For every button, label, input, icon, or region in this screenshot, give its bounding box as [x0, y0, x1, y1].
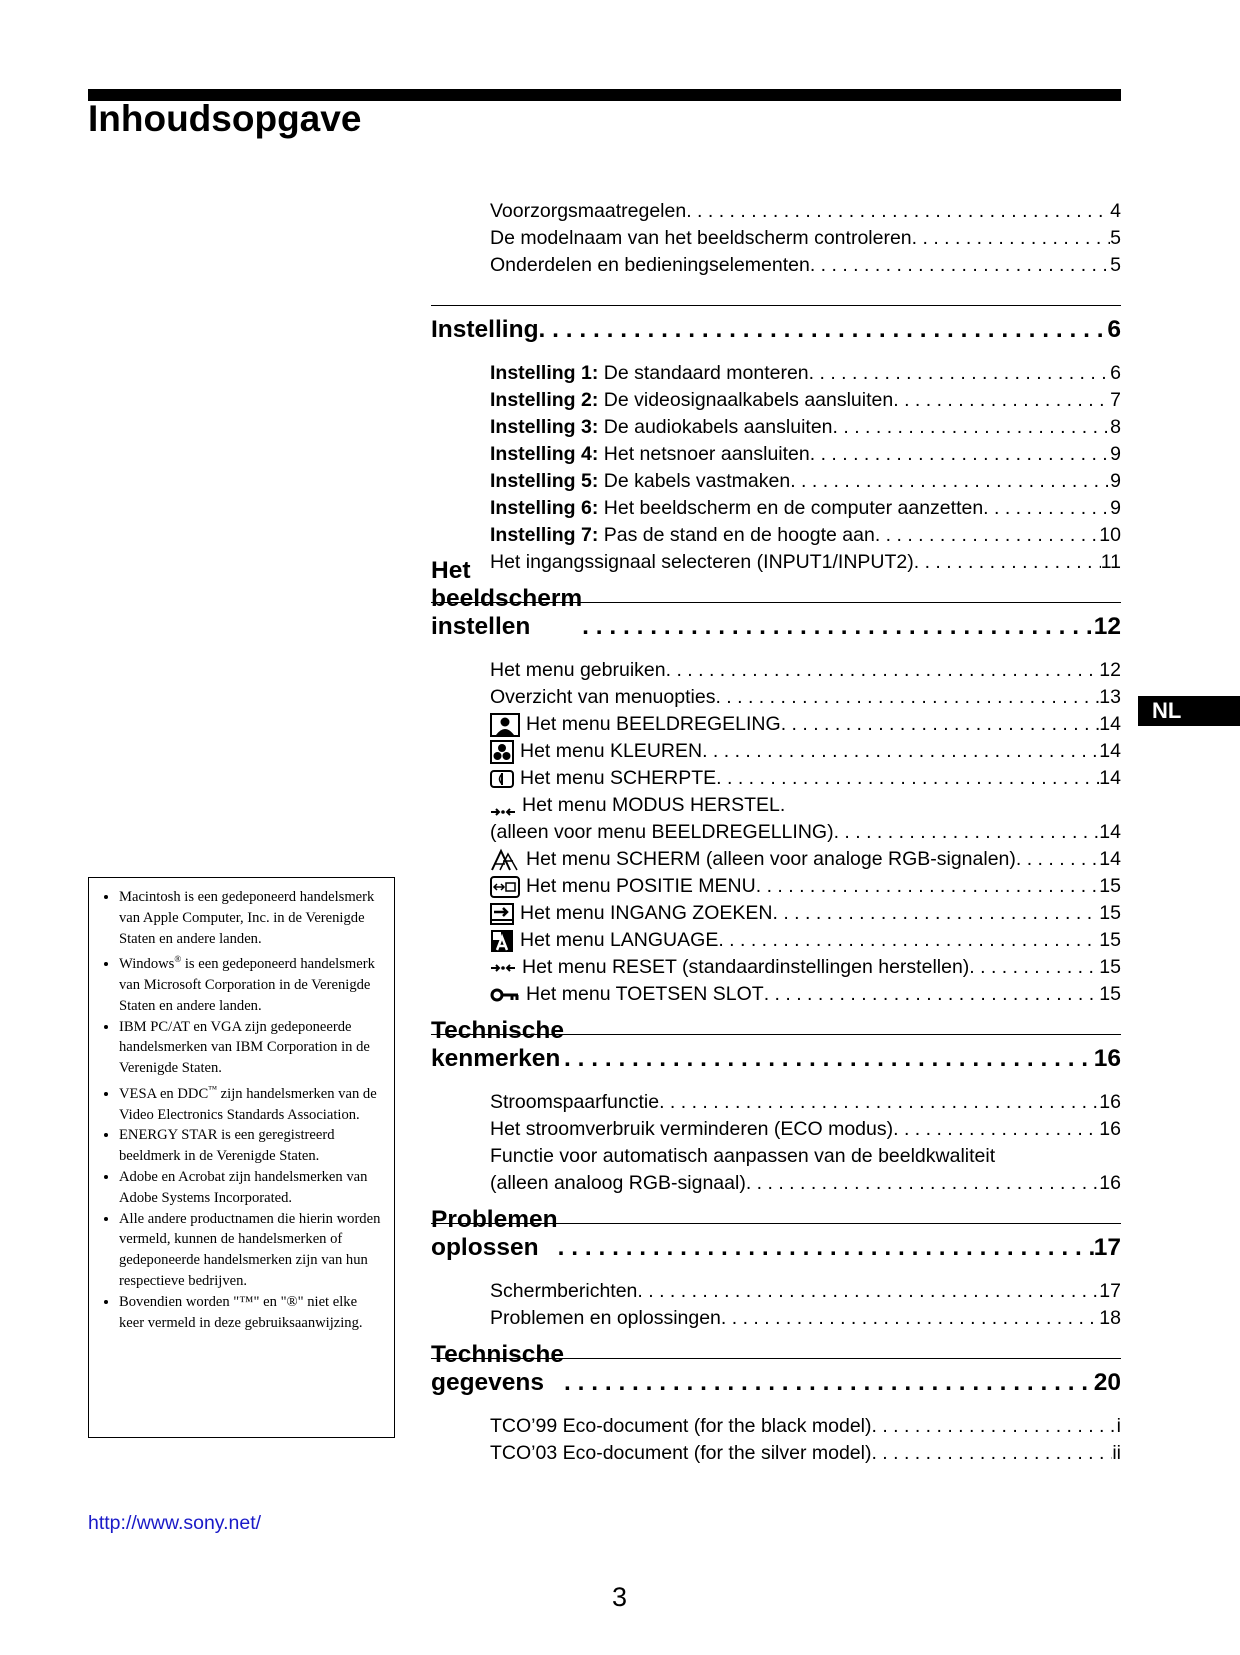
- sony-website-link[interactable]: http://www.sony.net/: [88, 1512, 262, 1534]
- toc-entry[interactable]: Schermberichten . . . 17: [490, 1278, 1121, 1305]
- page-number: 3: [612, 1582, 628, 1612]
- toc-entry[interactable]: Het stroomverbruik verminderen (ECO modus) . . . 16: [490, 1116, 1121, 1143]
- reset-arrows-icon: [490, 961, 516, 975]
- section-technische-gegevens: [431, 1341, 1121, 1467]
- note-item: • IBM PC/AT en VGA zijn gedeponeerde handelsmerken van IBM Corporation in de Verenigde Staten.: [119, 1017, 382, 1079]
- key-icon: [490, 987, 520, 1003]
- toc-entry[interactable]: Overzicht van menuopties . . . 13: [490, 684, 1121, 711]
- toc-entry[interactable]: Het menu INGANG ZOEKEN . . . 15: [490, 900, 1121, 927]
- toc-entry[interactable]: Instelling 7: Pas de stand en de hoogte aan . . . 10: [490, 522, 1121, 549]
- toc-entry[interactable]: (alleen voor menu BEELDREGELLING) . . . 14: [490, 819, 1121, 846]
- toc-entry[interactable]: Het menu RESET (standaardinstellingen herstellen) . . . 15: [490, 954, 1121, 981]
- section-technische-kenmerken: [431, 1017, 1121, 1197]
- note-item: • Adobe en Acrobat zijn handelsmerken van Adobe Systems Incorporated.: [119, 1167, 382, 1209]
- toc-entry[interactable]: (alleen analoog RGB-signaal) . . . 16: [490, 1170, 1121, 1197]
- note-item: • Windows® is een gedeponeerd handelsmerk van Microsoft Corporation in de Verenigde Staten en andere landen.: [119, 949, 382, 1016]
- table-of-contents: [431, 198, 1121, 1467]
- page-title: Inhoudsopgave: [88, 98, 362, 139]
- toc-entry[interactable]: Functie voor automatisch aanpassen van de beeldkwaliteit: [490, 1145, 996, 1167]
- toc-entry[interactable]: Het ingangssignaal selecteren (INPUT1/INPUT2) . . . 11: [490, 549, 1121, 576]
- toc-entry[interactable]: Instelling 3: De audiokabels aansluiten . . . 8: [490, 414, 1121, 441]
- reset-arrows-icon: [490, 805, 516, 819]
- trademark-notes: [88, 877, 395, 1438]
- toc-entry[interactable]: Het menu POSITIE MENU . . . 15: [490, 873, 1121, 900]
- toc-entry[interactable]: Het menu LANGUAGE . . . 15: [490, 927, 1121, 954]
- toc-entry[interactable]: Instelling 2: De videosignaalkabels aansluiten . . . 7: [490, 387, 1121, 414]
- note-item: • VESA en DDC™ zijn handelsmerken van de Video Electronics Standards Association.: [119, 1079, 382, 1125]
- toc-entry[interactable]: Het menu gebruiken . . . 12: [490, 657, 1121, 684]
- toc-entry[interactable]: Voorzorgsmaatregelen . . . 4: [490, 198, 1121, 225]
- input-arrow-icon: [490, 903, 514, 925]
- toc-entry[interactable]: TCO’03 Eco-document (for the silver model) . . . ii: [490, 1440, 1121, 1467]
- toc-entry[interactable]: Instelling 1: De standaard monteren . . . 6: [490, 360, 1121, 387]
- screen-adjust-icon: [490, 848, 520, 872]
- toc-entry[interactable]: Problemen en oplossingen . . . 18: [490, 1305, 1121, 1332]
- toc-entry[interactable]: Het menu SCHERPTE . . . 14: [490, 765, 1121, 792]
- toc-entry[interactable]: Het menu SCHERM (alleen voor analoge RGB-signalen) . . . 14: [490, 846, 1121, 873]
- intro-list: [490, 198, 1121, 279]
- toc-entry[interactable]: Het menu MODUS HERSTEL.: [490, 792, 1121, 819]
- language-icon: [490, 929, 514, 953]
- section-heading[interactable]: Technische kenmerken . . . 16: [431, 1034, 1121, 1073]
- section-heading[interactable]: Technische gegevens . . . 20: [431, 1358, 1121, 1397]
- toc-entry[interactable]: Het menu TOETSEN SLOT . . . 15: [490, 981, 1121, 1008]
- sharpness-icon: [490, 769, 514, 789]
- language-tab: NL: [1138, 696, 1240, 726]
- section-heading[interactable]: Het beeldscherm instellen . . . 12: [431, 602, 1121, 641]
- menu-position-icon: [490, 876, 520, 898]
- section-heading[interactable]: Instelling . . . 6: [431, 305, 1121, 344]
- toc-entry[interactable]: Instelling 5: De kabels vastmaken . . . 9: [490, 468, 1121, 495]
- note-item: • Macintosh is een gedeponeerd handelsmerk van Apple Computer, Inc. in de Verenigde Staten en andere landen.: [119, 887, 382, 949]
- section-instelling: [431, 305, 1121, 576]
- toc-entry[interactable]: De modelnaam van het beeldscherm controleren . . . 5: [490, 225, 1121, 252]
- section-heading[interactable]: Problemen oplossen . . . 17: [431, 1223, 1121, 1262]
- note-item: • Bovendien worden "™" en "®" niet elke keer vermeld in deze gebruiksaanwijzing.: [119, 1292, 382, 1334]
- color-circles-icon: [490, 740, 514, 764]
- toc-entry[interactable]: Stroomspaarfunctie . . . 16: [490, 1089, 1121, 1116]
- toc-entry[interactable]: Onderdelen en bedieningselementen . . . 5: [490, 252, 1121, 279]
- section-problemen-oplossen: [431, 1206, 1121, 1332]
- person-picture-icon: [490, 713, 520, 737]
- toc-entry[interactable]: TCO’99 Eco-document (for the black model) . . . i: [490, 1413, 1121, 1440]
- toc-entry[interactable]: Instelling 6: Het beeldscherm en de computer aanzetten . . . 9: [490, 495, 1121, 522]
- note-item: • Alle andere productnamen die hierin worden vermeld, kunnen de handelsmerken of gedeponeerde handelsmerken zijn van hun respectieve bedrijven.: [119, 1209, 382, 1292]
- toc-entry[interactable]: Het menu BEELDREGELING . . . 14: [490, 711, 1121, 738]
- toc-entry[interactable]: Instelling 4: Het netsnoer aansluiten . . . 9: [490, 441, 1121, 468]
- note-item: • ENERGY STAR is een geregistreerd beeldmerk in de Verenigde Staten.: [119, 1125, 382, 1167]
- toc-entry[interactable]: Het menu KLEUREN . . . 14: [490, 738, 1121, 765]
